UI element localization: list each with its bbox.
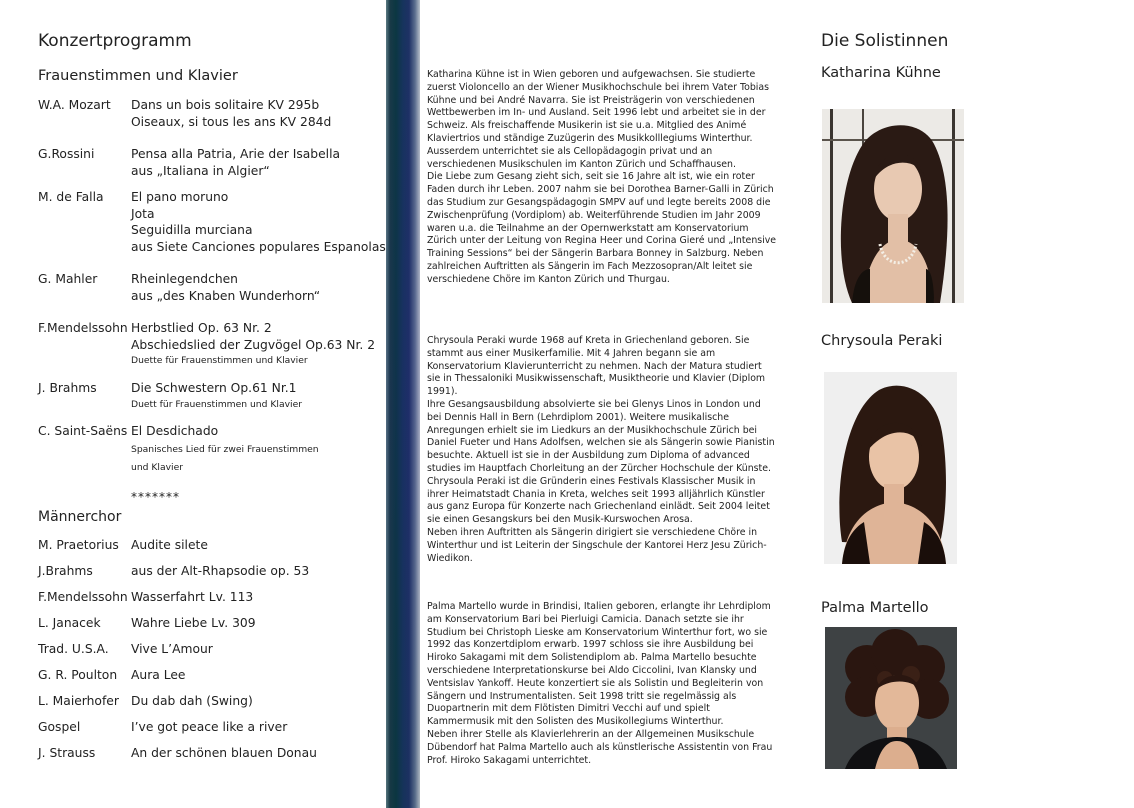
work-note: Spanisches Lied für zwei Frauenstimmen und Klavier [131, 443, 319, 473]
portrait-kuehne-image [822, 109, 964, 303]
portrait-martello-image [825, 627, 957, 769]
work-title: Abschiedslied der Zugvögel Op.63 Nr. 2 [131, 337, 376, 352]
work-list [131, 423, 326, 477]
section-men-title: Männerchor [38, 509, 122, 525]
work-title: I’ve got peace like a river [131, 720, 288, 734]
composer: C. Saint-Saëns [38, 424, 128, 438]
work-title: An der schönen blauen Donau [131, 746, 317, 760]
page-fold [386, 0, 420, 808]
soloist-name: Chrysoula Peraki [821, 333, 943, 349]
work-title: Wahre Liebe Lv. 309 [131, 616, 256, 630]
biography-panel [420, 0, 780, 808]
soloist-name: Palma Martello [821, 600, 929, 616]
work-list [131, 146, 340, 179]
portrait-peraki-image [824, 372, 957, 564]
work-title: aus Siete Canciones populares Espanolas [131, 239, 386, 254]
soloists-title: Die Solistinnen [821, 31, 949, 51]
composer: L. Janacek [38, 616, 101, 630]
work-title: Herbstlied Op. 63 Nr. 2 [131, 321, 272, 335]
section-women-title: Frauenstimmen und Klavier [38, 68, 238, 84]
work-title: aus der Alt-Rhapsodie op. 53 [131, 564, 310, 578]
work-title: Die Schwestern Op.61 Nr.1 [131, 381, 297, 395]
composer: M. Praetorius [38, 538, 119, 552]
composer: Trad. U.S.A. [38, 642, 109, 656]
bio-martello [427, 601, 777, 767]
work-list [131, 380, 302, 412]
portrait-kuehne [822, 109, 964, 303]
work-title: Dans un bois solitaire KV 295b [131, 98, 320, 112]
work-title: Jota [131, 206, 155, 221]
program-panel [0, 0, 388, 808]
work-title: Vive L’Amour [131, 642, 213, 656]
composer: M. de Falla [38, 190, 104, 204]
composer: J. Brahms [38, 381, 97, 395]
composer: Gospel [38, 720, 81, 734]
work-title: Du dab dah (Swing) [131, 694, 253, 708]
composer: J. Strauss [38, 746, 96, 760]
bio-peraki [427, 335, 777, 565]
work-title: Audite silete [131, 538, 208, 552]
composer: J.Brahms [38, 564, 93, 578]
work-title: El pano moruno [131, 190, 229, 204]
composer: G. R. Poulton [38, 668, 118, 682]
portrait-martello [825, 627, 957, 769]
bio-paragraph: Palma Martello wurde in Brindisi, Italien geboren, erlangte ihr Lehrdiplom am Konservatorium Bari bei Pierluigi Camicia. Danach setzte sie ihr Studium bei Christoph Lieske am Konservatorium Winterthur fort, wo sie 1992 das Konzertdiplom erwarb. 1997 schloss sie ihre Ausbildung bei Hiroko Sakagami mit dem Solistendiplom ab. Palma Martello besuchte verschiedene Interpretationskurse bei Aldo Ciccolini, Ivan Klansky und Ventsislav Yankoff. Heute konzertiert sie als Solistin und Begleiterin von Sängern und Instrumentalisten. Seit 1998 tritt sie regelmässig als Duopartnerin mit dem Flötisten Dimitri Vecchi auf und spielt Kammermusik mit den Solisten des Musikollegiums Winterthur. [427, 601, 771, 728]
bio-paragraph: Chrysoula Peraki wurde 1968 auf Kreta in Griechenland geboren. Sie stammt aus einer Musikerfamilie. Mit 4 Jahren begann sie am Konservatorium Klavierunterricht zu nehmen. Nach der Matura studiert sie in Thessaloniki Musikwissenschaft, Musiktheorie und Klavier (Diplom 1991). [427, 335, 766, 398]
work-list [131, 320, 375, 368]
composer: W.A. Mozart [38, 98, 111, 112]
bio-paragraph: Chrysoula Peraki ist die Gründerin eines Festivals Klassischer Musik in ihrer Heimatstadt Chania in Kreta, welches seit 1993 alljährlich Künstler aus ganz Europa für Konzerte nach Griechenland einlädt. Seit 2004 leitet sie einen Gesangskurs bei den Musik-Kurswochen Arosa. [427, 475, 770, 526]
bio-paragraph: Neben ihren Auftritten als Sängerin dirigiert sie verschiedene Chöre in Winterthur und ist Leiterin der Singschule der Kantorei Herz Jesu Zürich-Wiedikon. [427, 526, 767, 564]
work-list [131, 189, 386, 255]
composer: F.Mendelssohn [38, 321, 128, 335]
bio-paragraph: Katharina Kühne ist in Wien geboren und aufgewachsen. Sie studierte zuerst Violoncello an der Wiener Musikhochschule bei ihrem Vater Tobias Kühne und bei André Navarra. Sie ist Preisträgerin von verschiedenen Wettbewerben im In- und Ausland. Seit 1996 lebt und arbeitet sie in der Schweiz. Als freischaffende Musikerin ist sie u.a. Mitglied des Animé Klaviertrios und ständige Zuzügerin des Musikkolllegiums Winterthur. Ausserdem unterrichtet sie als Cellopädagogin privat und an verschiedenen Musikschulen im Kanton Zürich und Schaffhausen. [427, 69, 770, 170]
work-title: Oiseaux, si tous les ans KV 284d [131, 114, 332, 129]
work-title: Seguidilla murciana [131, 223, 253, 237]
bio-paragraph: Ihre Gesangsausbildung absolvierte sie bei Glenys Linos in London und bei Dennis Hall in Bern (Lehrdiplom 2001). Weitere musikalische Anregungen erhielt sie im Liedkurs an der Musikhochschule Zürich bei Daniel Fueter und Hans Adolfsen, welchen sie als Sängerin sowie Pianistin besuchte. Aktuell ist sie in der Ausbildung zum Diploma of advanced studies im Hauptfach Chorleitung an der Zürcher Hochschule der Künste. [427, 398, 775, 474]
soloist-name: Katharina Kühne [821, 65, 941, 81]
portrait-peraki [824, 372, 957, 564]
work-title: Rheinlegendchen [131, 272, 238, 286]
work-title: aus „des Knaben Wunderhorn“ [131, 288, 321, 303]
work-list [131, 271, 320, 304]
program-title: Konzertprogramm [38, 31, 192, 51]
composer: G. Mahler [38, 272, 98, 286]
bio-kuehne [427, 69, 777, 287]
composer: G.Rossini [38, 147, 95, 161]
work-title: Pensa alla Patria, Arie der Isabella [131, 147, 341, 161]
bio-paragraph: Die Liebe zum Gesang zieht sich, seit sie 16 Jahre alt ist, wie ein roter Faden durch ihr Leben. 2007 nahm sie bei Dorothea Barner-Galli in Zürich das Studium zur Gesangspädagogin SMPV auf und legte bereits 2008 die Zwischenprüfung (Vordiplom) ab. Weiterführende Studien im Jahr 2009 waren u.a. die Teilnahme an der Opernwerkstatt am Konservatorium Zürich unter der Leitung von Regina Heer und Corina Gieré und „Intensive Training Sessions“ bei der Sängerin Barbara Bonney in Salzburg. Neben zahlreichen Auftritten als Sängerin im Fach Mezzosopran/Alt leitet sie verschiedene Chöre im Kanton Zürich und Thurgau. [427, 171, 777, 285]
work-note: Duett für Frauenstimmen und Klavier [131, 398, 303, 410]
soloists-panel [800, 0, 1134, 808]
composer: F.Mendelssohn [38, 590, 128, 604]
work-title: Aura Lee [131, 668, 186, 682]
bio-paragraph: Neben ihrer Stelle als Klavierlehrerin an der Allgemeinen Musikschule Dübendorf hat Palma Martello auch als künstlerische Assistentin von Frau Prof. Hiroko Sakagami unterrichtet. [427, 728, 773, 766]
separator: ******* [131, 490, 180, 504]
work-list [131, 97, 331, 130]
work-note: Duette für Frauenstimmen und Klavier [131, 355, 308, 366]
work-title: aus „Italiana in Algier“ [131, 163, 270, 178]
work-title: El Desdichado [131, 424, 219, 438]
work-title: Wasserfahrt Lv. 113 [131, 590, 254, 604]
composer: L. Maierhofer [38, 694, 119, 708]
